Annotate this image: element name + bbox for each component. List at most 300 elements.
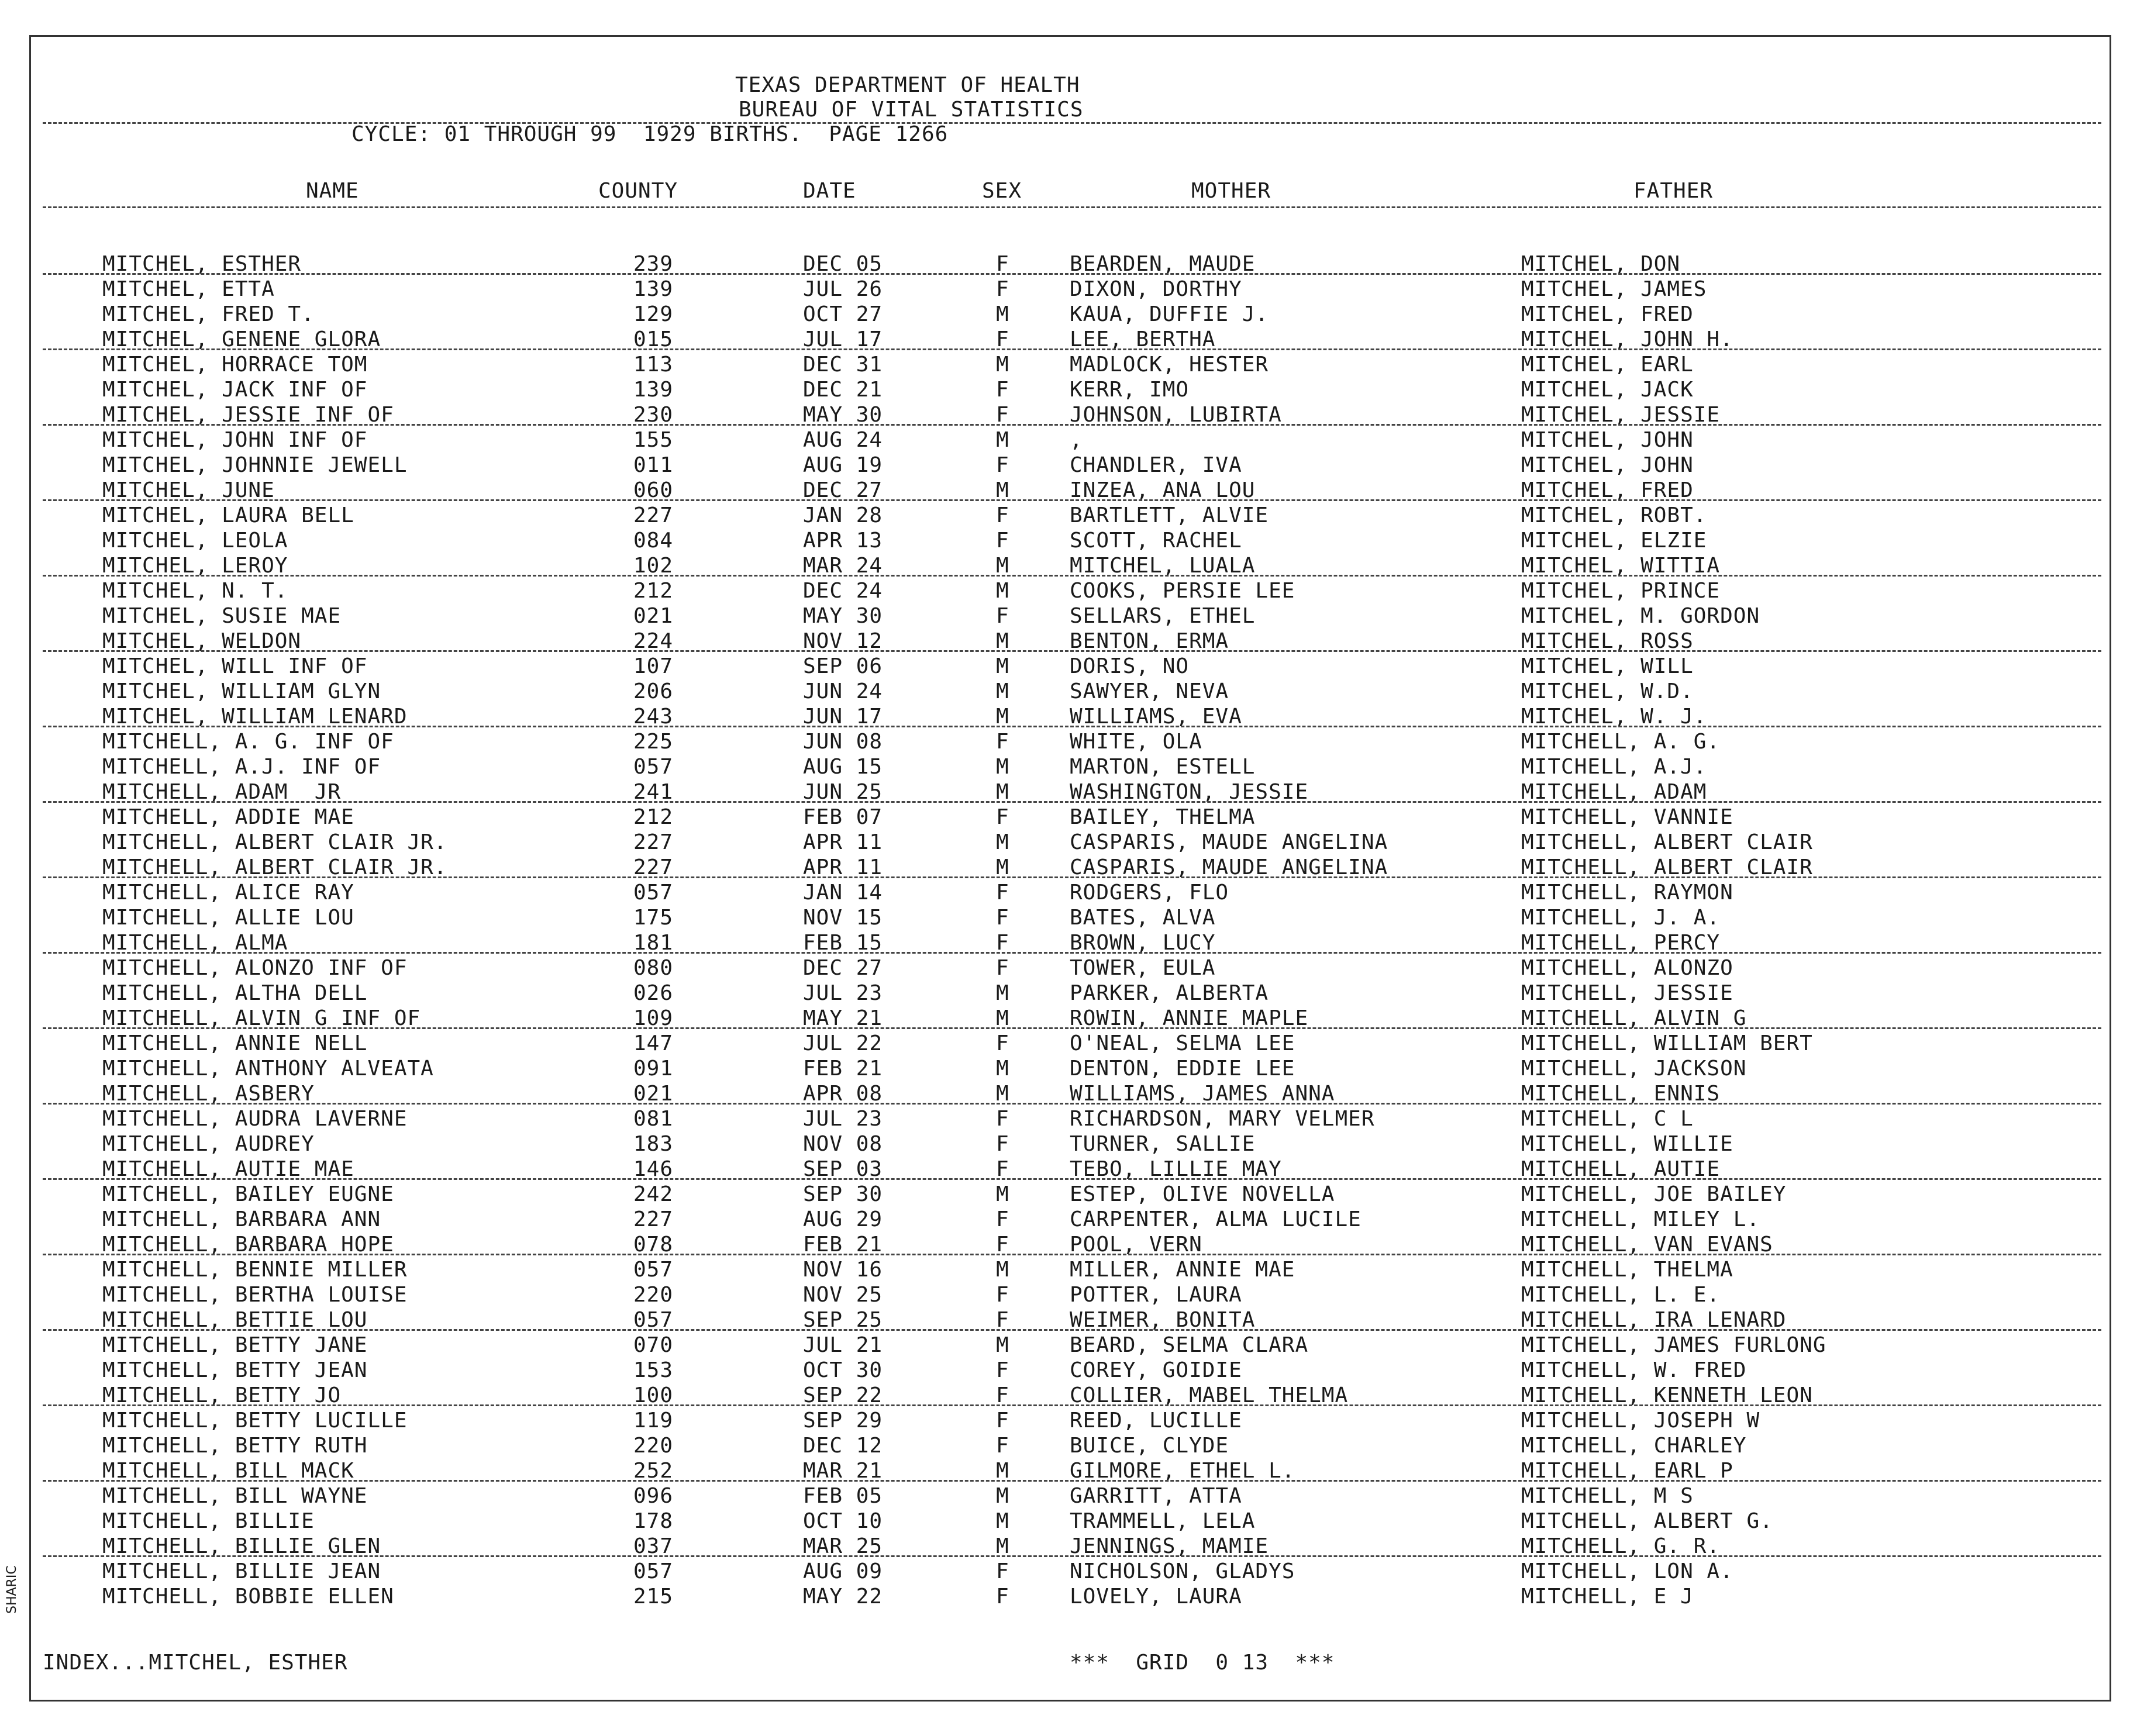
table-row (31, 654, 2113, 679)
cell-county: 243 (633, 705, 674, 729)
cell-date: SEP 03 (803, 1157, 883, 1181)
cell-name: MITCHEL, JUNE (102, 478, 275, 502)
cell-father: MITCHELL, MILEY L. (1521, 1207, 1760, 1231)
cell-sex: M (996, 705, 1009, 729)
table-row (31, 1509, 2113, 1534)
column-header-county: COUNTY (598, 179, 678, 203)
cell-county: 057 (633, 1258, 674, 1282)
cell-father: MITCHEL, PRINCE (1521, 579, 1721, 603)
cell-father: MITCHELL, L. E. (1521, 1283, 1721, 1307)
cell-sex: F (996, 1031, 1009, 1055)
cell-date: MAY 21 (803, 1006, 883, 1030)
cell-sex: F (996, 403, 1009, 427)
row-separator (43, 575, 2101, 577)
cell-mother: COLLIER, MABEL THELMA (1070, 1383, 1349, 1407)
header-cycle: CYCLE: 01 THROUGH 99 1929 BIRTHS. PAGE 1266 (351, 122, 949, 146)
cell-father: MITCHEL, ELZIE (1521, 529, 1707, 553)
table-row (31, 805, 2113, 830)
table-row (31, 1484, 2113, 1509)
column-header-sex: SEX (982, 179, 1022, 203)
cell-sex: F (996, 730, 1009, 754)
cell-father: MITCHELL, IRA LENARD (1521, 1308, 1787, 1332)
cell-father: MITCHELL, RAYMON (1521, 881, 1733, 905)
cell-date: SEP 06 (803, 654, 883, 678)
cell-name: MITCHEL, N. T. (102, 579, 288, 603)
cell-father: MITCHELL, JESSIE (1521, 981, 1733, 1005)
cell-county: 227 (633, 1207, 674, 1231)
cell-county: 252 (633, 1459, 674, 1483)
cell-sex: F (996, 1559, 1009, 1583)
cell-name: MITCHELL, BILL WAYNE (102, 1484, 368, 1508)
cell-county: 155 (633, 428, 674, 452)
cell-mother: , (1070, 428, 1083, 452)
cell-mother: NICHOLSON, GLADYS (1070, 1559, 1295, 1583)
cell-county: 057 (633, 1308, 674, 1332)
cell-name: MITCHELL, BETTY LUCILLE (102, 1409, 408, 1433)
cell-father: MITCHELL, WILLIE (1521, 1132, 1733, 1156)
cell-mother: WASHINGTON, JESSIE (1070, 780, 1309, 804)
cell-county: 080 (633, 956, 674, 980)
cell-date: JUL 22 (803, 1031, 883, 1055)
cell-name: MITCHEL, LAURA BELL (102, 503, 354, 527)
cell-county: 129 (633, 302, 674, 326)
cell-mother: RICHARDSON, MARY VELMER (1070, 1107, 1375, 1131)
cell-date: MAR 25 (803, 1534, 883, 1558)
cell-sex: F (996, 1383, 1009, 1407)
cell-date: JUN 24 (803, 679, 883, 703)
cell-county: 239 (633, 252, 674, 276)
cell-county: 241 (633, 780, 674, 804)
cell-date: SEP 30 (803, 1182, 883, 1206)
cell-father: MITCHEL, WITTIA (1521, 554, 1721, 578)
cell-name: MITCHELL, A. G. INF OF (102, 730, 394, 754)
cell-name: MITCHELL, BARBARA ANN (102, 1207, 381, 1231)
cell-county: 070 (633, 1333, 674, 1357)
cell-county: 212 (633, 805, 674, 829)
cell-name: MITCHEL, ETTA (102, 277, 275, 301)
cell-father: MITCHELL, JAMES FURLONG (1521, 1333, 1826, 1357)
cell-mother: KERR, IMO (1070, 378, 1190, 402)
cell-father: MITCHEL, JAMES (1521, 277, 1707, 301)
table-row (31, 881, 2113, 906)
cell-date: DEC 12 (803, 1434, 883, 1458)
table-row (31, 1585, 2113, 1610)
cell-date: OCT 10 (803, 1509, 883, 1533)
cell-mother: SAWYER, NEVA (1070, 679, 1229, 703)
cell-county: 060 (633, 478, 674, 502)
cell-date: DEC 31 (803, 353, 883, 377)
cell-mother: BENTON, ERMA (1070, 629, 1229, 653)
cell-sex: F (996, 378, 1009, 402)
cell-name: MITCHELL, BETTY JO (102, 1383, 342, 1407)
cell-name: MITCHELL, ADDIE MAE (102, 805, 354, 829)
cell-date: DEC 05 (803, 252, 883, 276)
cell-father: MITCHELL, PERCY (1521, 931, 1721, 955)
cell-father: MITCHELL, J. A. (1521, 906, 1721, 930)
cell-father: MITCHELL, CHARLEY (1521, 1434, 1747, 1458)
cell-name: MITCHEL, WILLIAM GLYN (102, 679, 381, 703)
row-separator (43, 273, 2101, 275)
cell-date: DEC 21 (803, 378, 883, 402)
record-page (29, 35, 2111, 1702)
cell-sex: M (996, 1534, 1009, 1558)
cell-father: MITCHELL, E J (1521, 1585, 1694, 1609)
table-row (31, 453, 2113, 478)
cell-date: MAY 22 (803, 1585, 883, 1609)
footer-index: INDEX...MITCHEL, ESTHER (43, 1651, 348, 1675)
cell-father: MITCHELL, EARL P (1521, 1459, 1733, 1483)
cell-father: MITCHEL, JACK (1521, 378, 1694, 402)
cell-father: MITCHEL, ROSS (1521, 629, 1694, 653)
cell-father: MITCHELL, ADAM (1521, 780, 1707, 804)
cell-mother: CARPENTER, ALMA LUCILE (1070, 1207, 1362, 1231)
cell-sex: M (996, 302, 1009, 326)
cell-sex: M (996, 1006, 1009, 1030)
table-row (31, 378, 2113, 403)
cell-name: MITCHEL, JOHNNIE JEWELL (102, 453, 408, 477)
cell-county: 230 (633, 403, 674, 427)
cell-county: 057 (633, 881, 674, 905)
cell-name: MITCHELL, AUTIE MAE (102, 1157, 354, 1181)
cell-sex: F (996, 604, 1009, 628)
cell-sex: F (996, 906, 1009, 930)
cell-name: MITCHELL, BERTHA LOUISE (102, 1283, 408, 1307)
cell-mother: DENTON, EDDIE LEE (1070, 1057, 1295, 1081)
header-subtitle: BUREAU OF VITAL STATISTICS (739, 98, 1084, 122)
cell-name: MITCHELL, BAILEY EUGNE (102, 1182, 394, 1206)
cell-name: MITCHELL, A.J. INF OF (102, 755, 381, 779)
cell-father: MITCHEL, JOHN (1521, 453, 1694, 477)
cell-mother: WHITE, OLA (1070, 730, 1202, 754)
cell-mother: LOVELY, LAURA (1070, 1585, 1242, 1609)
cell-mother: BROWN, LUCY (1070, 931, 1216, 955)
cell-mother: DIXON, DORTHY (1070, 277, 1242, 301)
cell-county: 078 (633, 1233, 674, 1257)
cell-mother: SELLARS, ETHEL (1070, 604, 1256, 628)
cell-name: MITCHELL, ANTHONY ALVEATA (102, 1057, 434, 1081)
table-row (31, 730, 2113, 755)
cell-date: NOV 25 (803, 1283, 883, 1307)
table-row (31, 302, 2113, 327)
cell-father: MITCHELL, LON A. (1521, 1559, 1733, 1583)
cell-father: MITCHELL, ENNIS (1521, 1082, 1721, 1106)
cell-name: MITCHELL, AUDREY (102, 1132, 315, 1156)
cell-date: JUL 23 (803, 1107, 883, 1131)
cell-mother: COOKS, PERSIE LEE (1070, 579, 1295, 603)
cell-name: MITCHELL, ADAM JR (102, 780, 342, 804)
cell-county: 224 (633, 629, 674, 653)
cell-mother: TRAMMELL, LELA (1070, 1509, 1256, 1533)
cell-father: MITCHELL, C L (1521, 1107, 1694, 1131)
cell-father: MITCHEL, FRED (1521, 302, 1694, 326)
cell-sex: F (996, 1434, 1009, 1458)
cell-mother: CASPARIS, MAUDE ANGELINA (1070, 855, 1388, 879)
cell-county: 220 (633, 1434, 674, 1458)
cell-father: MITCHELL, W. FRED (1521, 1358, 1747, 1382)
cell-name: MITCHELL, ANNIE NELL (102, 1031, 368, 1055)
side-label: SHARIC (5, 1565, 19, 1614)
cell-date: JUL 26 (803, 277, 883, 301)
cell-name: MITCHELL, BOBBIE ELLEN (102, 1585, 394, 1609)
cell-date: AUG 19 (803, 453, 883, 477)
divider (43, 206, 2101, 208)
cell-name: MITCHEL, JOHN INF OF (102, 428, 368, 452)
cell-father: MITCHELL, A. G. (1521, 730, 1721, 754)
cell-sex: M (996, 1057, 1009, 1081)
cell-sex: M (996, 1182, 1009, 1206)
cell-father: MITCHELL, M S (1521, 1484, 1694, 1508)
cell-mother: MADLOCK, HESTER (1070, 353, 1269, 377)
cell-sex: F (996, 1585, 1009, 1609)
cell-name: MITCHELL, BETTY JEAN (102, 1358, 368, 1382)
cell-name: MITCHEL, LEOLA (102, 529, 288, 553)
cell-sex: F (996, 327, 1009, 351)
cell-mother: MITCHEL, LUALA (1070, 554, 1256, 578)
cell-father: MITCHELL, G. R. (1521, 1534, 1721, 1558)
cell-county: 037 (633, 1534, 674, 1558)
cell-father: MITCHELL, WILLIAM BERT (1521, 1031, 1813, 1055)
cell-date: SEP 22 (803, 1383, 883, 1407)
table-row (31, 981, 2113, 1006)
cell-county: 206 (633, 679, 674, 703)
cell-name: MITCHELL, ASBERY (102, 1082, 315, 1106)
cell-date: JUN 17 (803, 705, 883, 729)
cell-county: 212 (633, 579, 674, 603)
cell-father: MITCHEL, M. GORDON (1521, 604, 1760, 628)
row-separator (43, 424, 2101, 426)
cell-county: 100 (633, 1383, 674, 1407)
cell-mother: REED, LUCILLE (1070, 1409, 1242, 1433)
cell-sex: M (996, 579, 1009, 603)
cell-county: 242 (633, 1182, 674, 1206)
cell-date: APR 13 (803, 529, 883, 553)
cell-name: MITCHELL, ALBERT CLAIR JR. (102, 855, 447, 879)
column-header-mother: MOTHER (1191, 179, 1271, 203)
table-row (31, 1132, 2113, 1157)
header-title: TEXAS DEPARTMENT OF HEALTH (735, 73, 1080, 97)
table-row (31, 1182, 2113, 1207)
cell-father: MITCHEL, FRED (1521, 478, 1694, 502)
cell-name: MITCHELL, ALTHA DELL (102, 981, 368, 1005)
cell-date: JUL 23 (803, 981, 883, 1005)
table-row (31, 1333, 2113, 1358)
cell-mother: TURNER, SALLIE (1070, 1132, 1256, 1156)
cell-county: 026 (633, 981, 674, 1005)
row-separator (43, 1480, 2101, 1482)
cell-father: MITCHELL, ALBERT CLAIR (1521, 830, 1813, 854)
row-separator (43, 1027, 2101, 1029)
table-row (31, 1358, 2113, 1383)
table-row (31, 604, 2113, 629)
cell-date: JUN 08 (803, 730, 883, 754)
cell-county: 227 (633, 855, 674, 879)
cell-father: MITCHEL, JESSIE (1521, 403, 1721, 427)
cell-county: 119 (633, 1409, 674, 1433)
cell-mother: TOWER, EULA (1070, 956, 1216, 980)
cell-sex: M (996, 1333, 1009, 1357)
row-separator (43, 1404, 2101, 1406)
row-separator (43, 348, 2101, 350)
cell-father: MITCHELL, VANNIE (1521, 805, 1733, 829)
cell-father: MITCHELL, ALBERT G. (1521, 1509, 1773, 1533)
cell-county: 225 (633, 730, 674, 754)
cell-father: MITCHEL, WILL (1521, 654, 1694, 678)
cell-date: NOV 16 (803, 1258, 883, 1282)
cell-county: 084 (633, 529, 674, 553)
cell-name: MITCHEL, SUSIE MAE (102, 604, 342, 628)
cell-county: 109 (633, 1006, 674, 1030)
cell-mother: WILLIAMS, JAMES ANNA (1070, 1082, 1335, 1106)
cell-date: DEC 24 (803, 579, 883, 603)
cell-date: NOV 15 (803, 906, 883, 930)
table-row (31, 1031, 2113, 1057)
cell-mother: BEARDEN, MAUDE (1070, 252, 1256, 276)
cell-mother: CHANDLER, IVA (1070, 453, 1242, 477)
cell-name: MITCHEL, GENENE GLORA (102, 327, 381, 351)
table-row (31, 1057, 2113, 1082)
cell-name: MITCHELL, ALVIN G INF OF (102, 1006, 421, 1030)
cell-sex: F (996, 453, 1009, 477)
cell-sex: M (996, 428, 1009, 452)
row-separator (43, 1254, 2101, 1255)
cell-name: MITCHELL, ALLIE LOU (102, 906, 354, 930)
cell-date: APR 11 (803, 830, 883, 854)
cell-county: 107 (633, 654, 674, 678)
cell-sex: F (996, 503, 1009, 527)
cell-mother: LEE, BERTHA (1070, 327, 1216, 351)
cell-name: MITCHELL, BILLIE GLEN (102, 1534, 381, 1558)
cell-county: 057 (633, 1559, 674, 1583)
cell-name: MITCHELL, BETTY RUTH (102, 1434, 368, 1458)
cell-date: FEB 07 (803, 805, 883, 829)
cell-father: MITCHELL, THELMA (1521, 1258, 1733, 1282)
cell-date: MAY 30 (803, 604, 883, 628)
cell-name: MITCHELL, BETTY JANE (102, 1333, 368, 1357)
table-row (31, 1258, 2113, 1283)
cell-county: 102 (633, 554, 674, 578)
cell-name: MITCHELL, ALONZO INF OF (102, 956, 408, 980)
cell-father: MITCHELL, KENNETH LEON (1521, 1383, 1813, 1407)
cell-sex: F (996, 277, 1009, 301)
cell-sex: M (996, 1082, 1009, 1106)
table-row (31, 1283, 2113, 1308)
cell-county: 147 (633, 1031, 674, 1055)
table-row (31, 956, 2113, 981)
cell-name: MITCHELL, BILLIE JEAN (102, 1559, 381, 1583)
cell-father: MITCHELL, A.J. (1521, 755, 1707, 779)
cell-date: AUG 09 (803, 1559, 883, 1583)
cell-date: MAR 24 (803, 554, 883, 578)
cell-sex: F (996, 956, 1009, 980)
cell-date: JAN 14 (803, 881, 883, 905)
cell-father: MITCHEL, W.D. (1521, 679, 1694, 703)
cell-mother: POTTER, LAURA (1070, 1283, 1242, 1307)
cell-date: FEB 05 (803, 1484, 883, 1508)
cell-father: MITCHEL, JOHN (1521, 428, 1694, 452)
cell-date: FEB 21 (803, 1057, 883, 1081)
table-row (31, 1559, 2113, 1585)
row-separator (43, 650, 2101, 652)
cell-mother: ESTEP, OLIVE NOVELLA (1070, 1182, 1335, 1206)
column-header-father: FATHER (1633, 179, 1714, 203)
cell-sex: F (996, 1308, 1009, 1332)
cell-date: JUL 17 (803, 327, 883, 351)
cell-county: 181 (633, 931, 674, 955)
cell-name: MITCHEL, LEROY (102, 554, 288, 578)
cell-name: MITCHELL, ALBERT CLAIR JR. (102, 830, 447, 854)
cell-county: 021 (633, 604, 674, 628)
cell-father: MITCHELL, VAN EVANS (1521, 1233, 1773, 1257)
table-row (31, 1207, 2113, 1233)
cell-sex: M (996, 353, 1009, 377)
cell-mother: POOL, VERN (1070, 1233, 1202, 1257)
cell-mother: MILLER, ANNIE MAE (1070, 1258, 1295, 1282)
cell-county: 081 (633, 1107, 674, 1131)
column-header-name: NAME (306, 179, 359, 203)
cell-county: 015 (633, 327, 674, 351)
table-row (31, 529, 2113, 554)
cell-date: OCT 30 (803, 1358, 883, 1382)
cell-county: 057 (633, 755, 674, 779)
cell-county: 021 (633, 1082, 674, 1106)
cell-county: 175 (633, 906, 674, 930)
table-row (31, 1434, 2113, 1459)
cell-father: MITCHELL, JACKSON (1521, 1057, 1747, 1081)
cell-sex: M (996, 1459, 1009, 1483)
cell-sex: F (996, 1283, 1009, 1307)
cell-date: DEC 27 (803, 956, 883, 980)
cell-date: FEB 21 (803, 1233, 883, 1257)
cell-name: MITCHEL, JESSIE INF OF (102, 403, 394, 427)
table-row (31, 1107, 2113, 1132)
cell-sex: F (996, 1358, 1009, 1382)
cell-mother: DORIS, NO (1070, 654, 1190, 678)
row-separator (43, 801, 2101, 803)
cell-date: AUG 24 (803, 428, 883, 452)
cell-county: 215 (633, 1585, 674, 1609)
cell-date: NOV 08 (803, 1132, 883, 1156)
cell-father: MITCHELL, ALVIN G (1521, 1006, 1747, 1030)
cell-sex: F (996, 1132, 1009, 1156)
cell-county: 146 (633, 1157, 674, 1181)
cell-name: MITCHELL, ALICE RAY (102, 881, 354, 905)
cell-date: NOV 12 (803, 629, 883, 653)
cell-mother: ROWIN, ANNIE MAPLE (1070, 1006, 1309, 1030)
cell-mother: BATES, ALVA (1070, 906, 1216, 930)
footer-grid: *** GRID 0 13 *** (1070, 1651, 1335, 1675)
cell-name: MITCHELL, AUDRA LAVERNE (102, 1107, 408, 1131)
cell-sex: F (996, 252, 1009, 276)
cell-date: AUG 29 (803, 1207, 883, 1231)
cell-sex: M (996, 554, 1009, 578)
cell-father: MITCHEL, JOHN H. (1521, 327, 1733, 351)
cell-mother: COREY, GOIDIE (1070, 1358, 1242, 1382)
cell-father: MITCHELL, ALONZO (1521, 956, 1733, 980)
cell-name: MITCHELL, BENNIE MILLER (102, 1258, 408, 1282)
cell-mother: INZEA, ANA LOU (1070, 478, 1256, 502)
cell-date: SEP 25 (803, 1308, 883, 1332)
cell-county: 113 (633, 353, 674, 377)
table-row (31, 755, 2113, 780)
table-row (31, 1409, 2113, 1434)
cell-mother: CASPARIS, MAUDE ANGELINA (1070, 830, 1388, 854)
cell-mother: TEBO, LILLIE MAY (1070, 1157, 1282, 1181)
cell-county: 139 (633, 378, 674, 402)
cell-sex: F (996, 1233, 1009, 1257)
cell-date: DEC 27 (803, 478, 883, 502)
table-row (31, 679, 2113, 705)
cell-mother: GARRITT, ATTA (1070, 1484, 1242, 1508)
